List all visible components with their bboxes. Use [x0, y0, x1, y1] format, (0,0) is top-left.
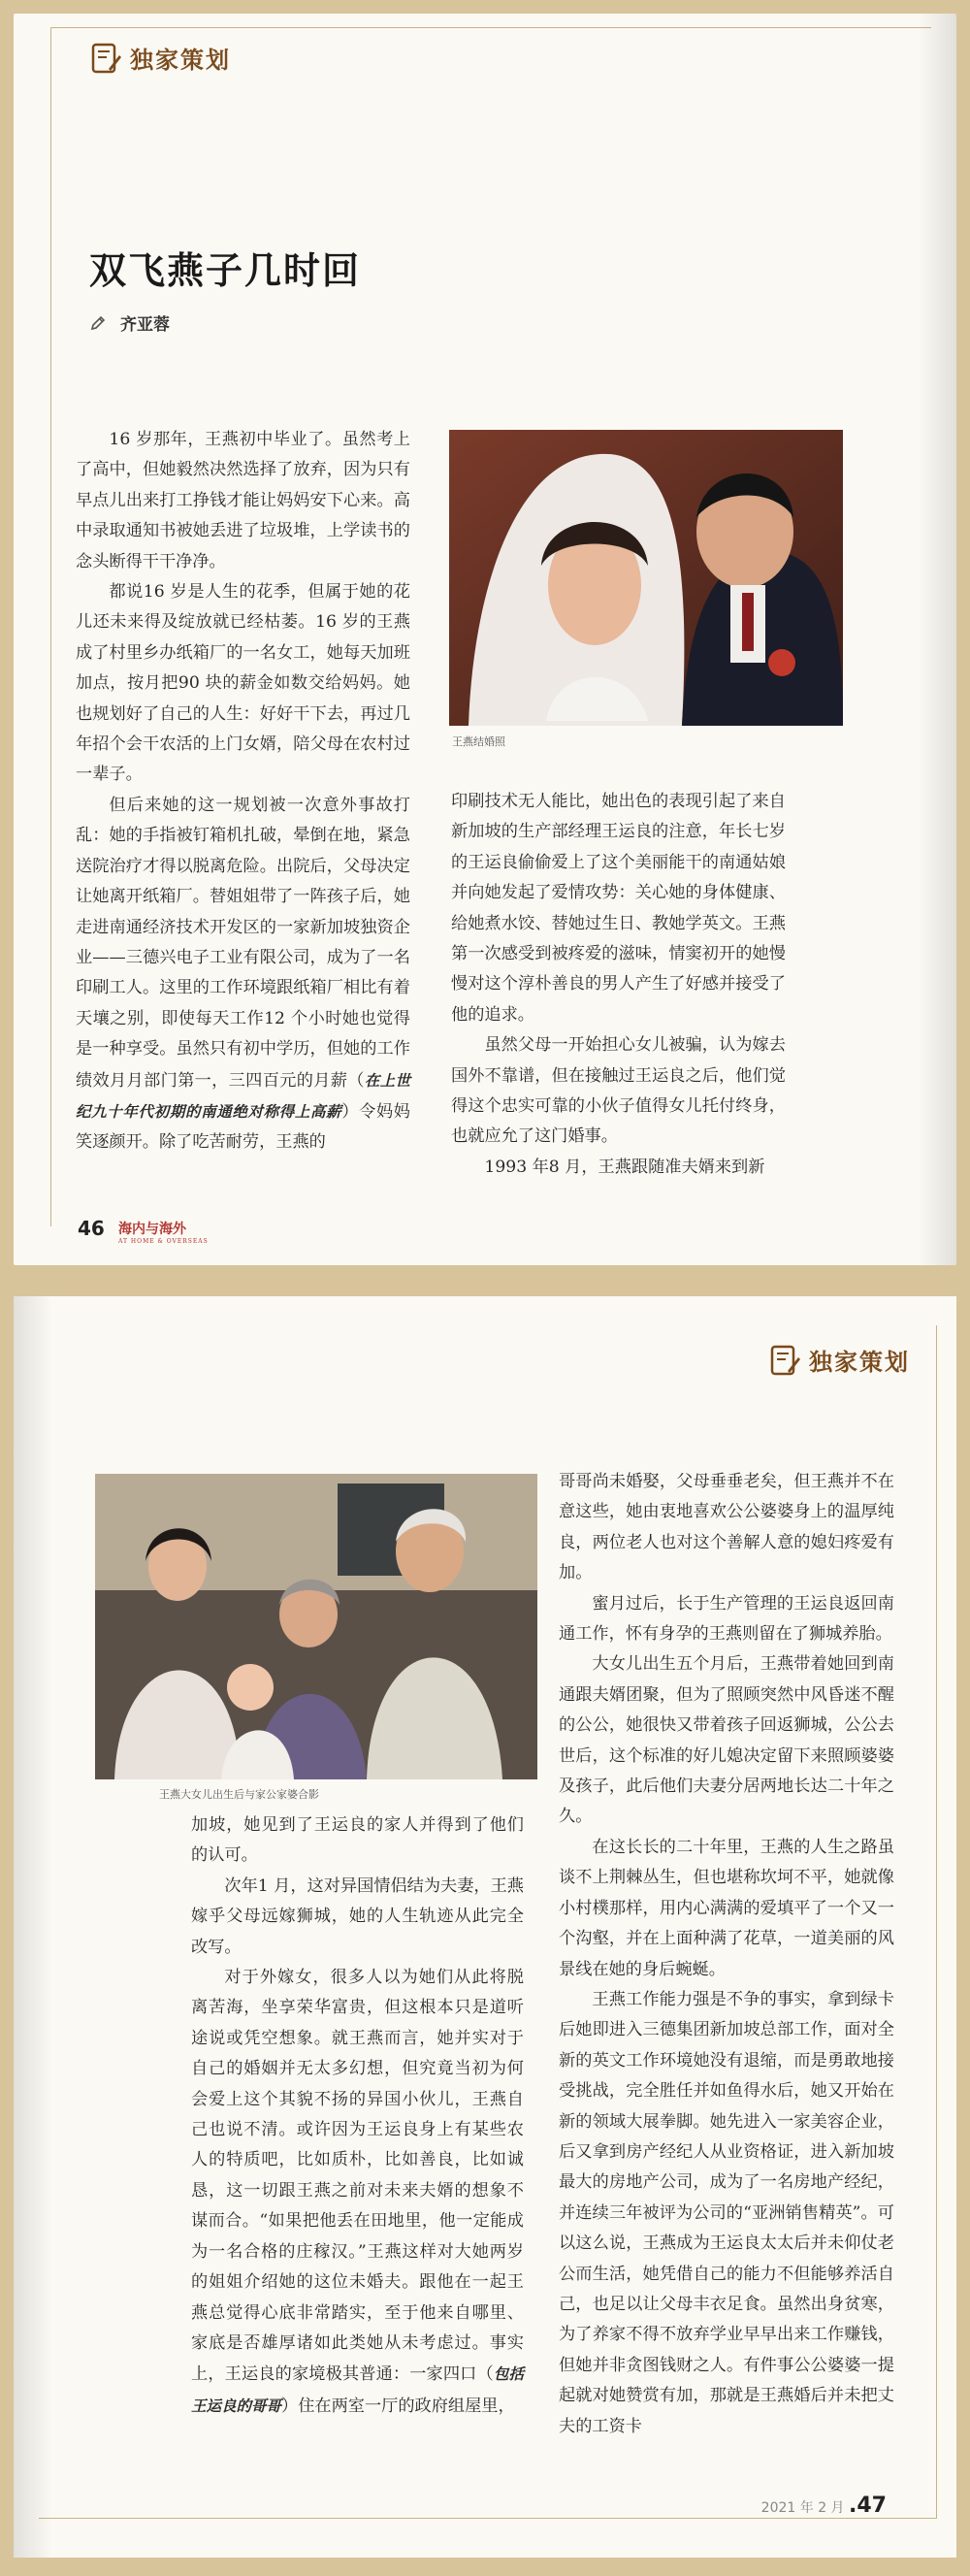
paragraph: 次年1 月，这对异国情侣结为夫妻，王燕嫁乎父母远嫁狮城，她的人生轨迹从此完全改写。	[191, 1875, 524, 1957]
paragraph	[191, 1963, 524, 2422]
page-number: .47	[849, 2494, 887, 2518]
paragraph	[76, 791, 410, 1158]
paragraph: 哥哥尚未婚娶，父母垂垂老矣，但王燕并不在意这些，她由衷地喜欢公公婆婆身上的温厚纯良，两位老人也对这个善解人意的媳妇疼爱有加。	[559, 1472, 894, 1583]
magazine-page-46	[14, 14, 956, 1265]
magazine-name: 海内与海外	[118, 1222, 186, 1237]
family-photo	[95, 1474, 537, 1779]
text-run: 但后来她的这一规划被一次意外事故打乱：她的手指被钉箱机扎破，晕倒在地，紧急送院治疗才得以脱离危险。出院后，父母决定让她离开纸箱厂。替姐姐带了一阵孩子后，她走进南通经济技术开发区的一家新加坡独资企业——三德兴电子工业有限公司，成为了一名印刷工人。这里的工作环境跟纸箱厂相比有着天壤之别，即使每天工作12 个小时她也觉得是一种享受。虽然只有初中学历，但她的工作绩效月月部门第一，三四百元的月薪（	[76, 795, 410, 1091]
paragraph: 加坡，她见到了王运良的家人并得到了他们的认可。	[191, 1815, 524, 1866]
article-title: 双飞燕子几时回	[89, 249, 362, 292]
paragraph: 1993 年8 月，王燕跟随准夫婿来到新	[484, 1157, 765, 1177]
paragraph: 都说16 岁是人生的花季，但属于她的花儿还未来得及绽放就已经枯萎。16 岁的王燕成了村里乡办纸箱厂的一名女工，她每天加班加点，按月把90 块的薪金如数交给妈妈。她也规划好了自己的人生：好好干下去，再过几年招个会干农活的上门女婿，陪父母在农村过一辈子。	[76, 582, 410, 785]
family-photo-image	[95, 1474, 537, 1779]
magazine-page-47	[14, 1296, 956, 2558]
author-name: 齐亚蓉	[120, 315, 170, 335]
paragraph: 16 岁那年，王燕初中毕业了。虽然考上了高中，但她毅然决然选择了放弃，因为只有早点儿出来打工挣钱才能让妈妈安下心来。高中录取通知书被她丢进了垃圾堆，上学读书的念头断得干干净净。	[76, 430, 410, 571]
magazine-name-en: AT HOME & OVERSEAS	[118, 1238, 209, 1245]
emphasis-note: 在上世纪九十年代初期的南通绝对称得上高薪	[76, 1070, 410, 1121]
author-line	[89, 310, 170, 335]
page-number: 46	[78, 1217, 105, 1240]
page-fold-shadow	[14, 1296, 52, 2558]
magazine-logo	[118, 1219, 209, 1245]
text-column-left	[76, 425, 410, 1158]
paragraph: 虽然父母一开始担心女儿被骗，认为嫁去国外不靠谱，但在接触过王运良之后，他们觉得这个忠实可靠的小伙子值得女儿托付终身，也就应允了这门婚事。	[451, 1035, 786, 1147]
section-header	[760, 1343, 918, 1377]
text-column-left	[191, 1810, 524, 2422]
text-run: ）令妈妈笑逐颜开。除了吃苦耐劳，王燕的	[76, 1101, 410, 1153]
pencil-icon	[89, 314, 107, 332]
paragraph: 印刷技术无人能比，她出色的表现引起了来自新加坡的生产部经理王运良的注意，年长七岁的王运良偷偷爱上了这个美丽能干的南通姑娘并向她发起了爱情攻势：关心她的身体健康、给她煮水饺、替她过生日、教她学英文。王燕第一次感受到被疼爱的滋味，情窦初开的她慢慢对这个淳朴善良的男人产生了好感并接受了他的追求。	[451, 792, 786, 1025]
wedding-photo-image	[449, 430, 843, 726]
issue-footer	[761, 2494, 887, 2518]
wedding-photo-caption: 王燕结婚照	[452, 735, 505, 748]
section-label: 独家策划	[809, 1348, 910, 1376]
scroll-pen-icon	[89, 42, 122, 75]
text-column-right	[559, 1467, 894, 2442]
family-photo-caption: 王燕大女儿出生后与家公家婆合影	[159, 1788, 319, 1801]
paragraph: 蜜月过后，长于生产管理的王运良返回南通工作，怀有身孕的王燕则留在了狮城养胎。	[559, 1593, 894, 1645]
wedding-photo	[449, 430, 843, 726]
paragraph: 大女儿出生五个月后，王燕带着她回到南通跟夫婿团聚，但为了照顾突然中风昏迷不醒的公公，她很快又带着孩子回返狮城，公公去世后，这个标准的好儿媳决定留下来照顾婆婆及孩子，此后他们夫妻分居两地长达二十年之久。	[559, 1654, 894, 1827]
section-header	[81, 41, 239, 75]
section-label: 独家策划	[130, 46, 231, 74]
emphasis-note: 包括王运良的哥哥	[191, 2364, 524, 2415]
page-fold-shadow	[918, 14, 956, 1265]
text-run: 对于外嫁女，很多人以为她们从此将脱离苦海，坐享荣华富贵，但这根本只是道听途说或凭空想象。就王燕而言，她并实对于自己的婚姻并无太多幻想，但究竟当初为何会爱上这个其貌不扬的异国小伙儿，王燕自己也说不清。或许因为王运良身上有某些农人的特质吧，比如质朴，比如善良，比如诚恳，这一切跟王燕之前对未来夫婿的想象不谋而合。“如果把他丢在田地里，他一定能成为一名合格的庄稼汉。”王燕这样对大她两岁的姐姐介绍她的这位未婚夫。跟他在一起王燕总觉得心底非常踏实，至于他来自哪里、家底是否雄厚诸如此类她从未考虑过。事实上，王运良的家境极其普通：一家四口（	[191, 1968, 524, 2385]
text-column-right	[451, 787, 786, 1183]
scroll-pen-icon	[768, 1344, 801, 1377]
paragraph: 王燕工作能力强是不争的事实，拿到绿卡后她即进入三德集团新加坡总部工作，面对全新的英文工作环境她没有退缩，而是勇敢地接受挑战，完全胜任并如鱼得水后，她又开始在新的领域大展拳脚。她先进入一家美容企业，后又拿到房产经纪人从业资格证，进入新加坡最大的房地产公司，成为了一名房地产经纪，并连续三年被评为公司的“亚洲销售精英”。可以这么说，王燕成为王运良太太后并未仰仗老公而生活，她凭借自己的能力不但能够养活自己，也足以让父母丰衣足食。虽然出身贫寒，为了养家不得不放弃学业早早出来工作赚钱，但她并非贪图钱财之人。有件事公公婆婆一提起就对她赞赏有加，那就是王燕婚后并未把丈夫的工资卡	[559, 1989, 894, 2436]
text-run: ）住在两室一厅的政府组屋里，	[281, 2396, 515, 2416]
issue-date: 2021 年 2 月	[760, 2500, 845, 2516]
paragraph: 在这长长的二十年里，王燕的人生之路虽谈不上荆棘丛生，但也堪称坎坷不平，她就像小村樸那样，用内心满满的爱填平了一个又一个沟壑，并在上面种满了花草，一道美丽的风景线在她的身后蜿蜒。	[559, 1837, 894, 1979]
